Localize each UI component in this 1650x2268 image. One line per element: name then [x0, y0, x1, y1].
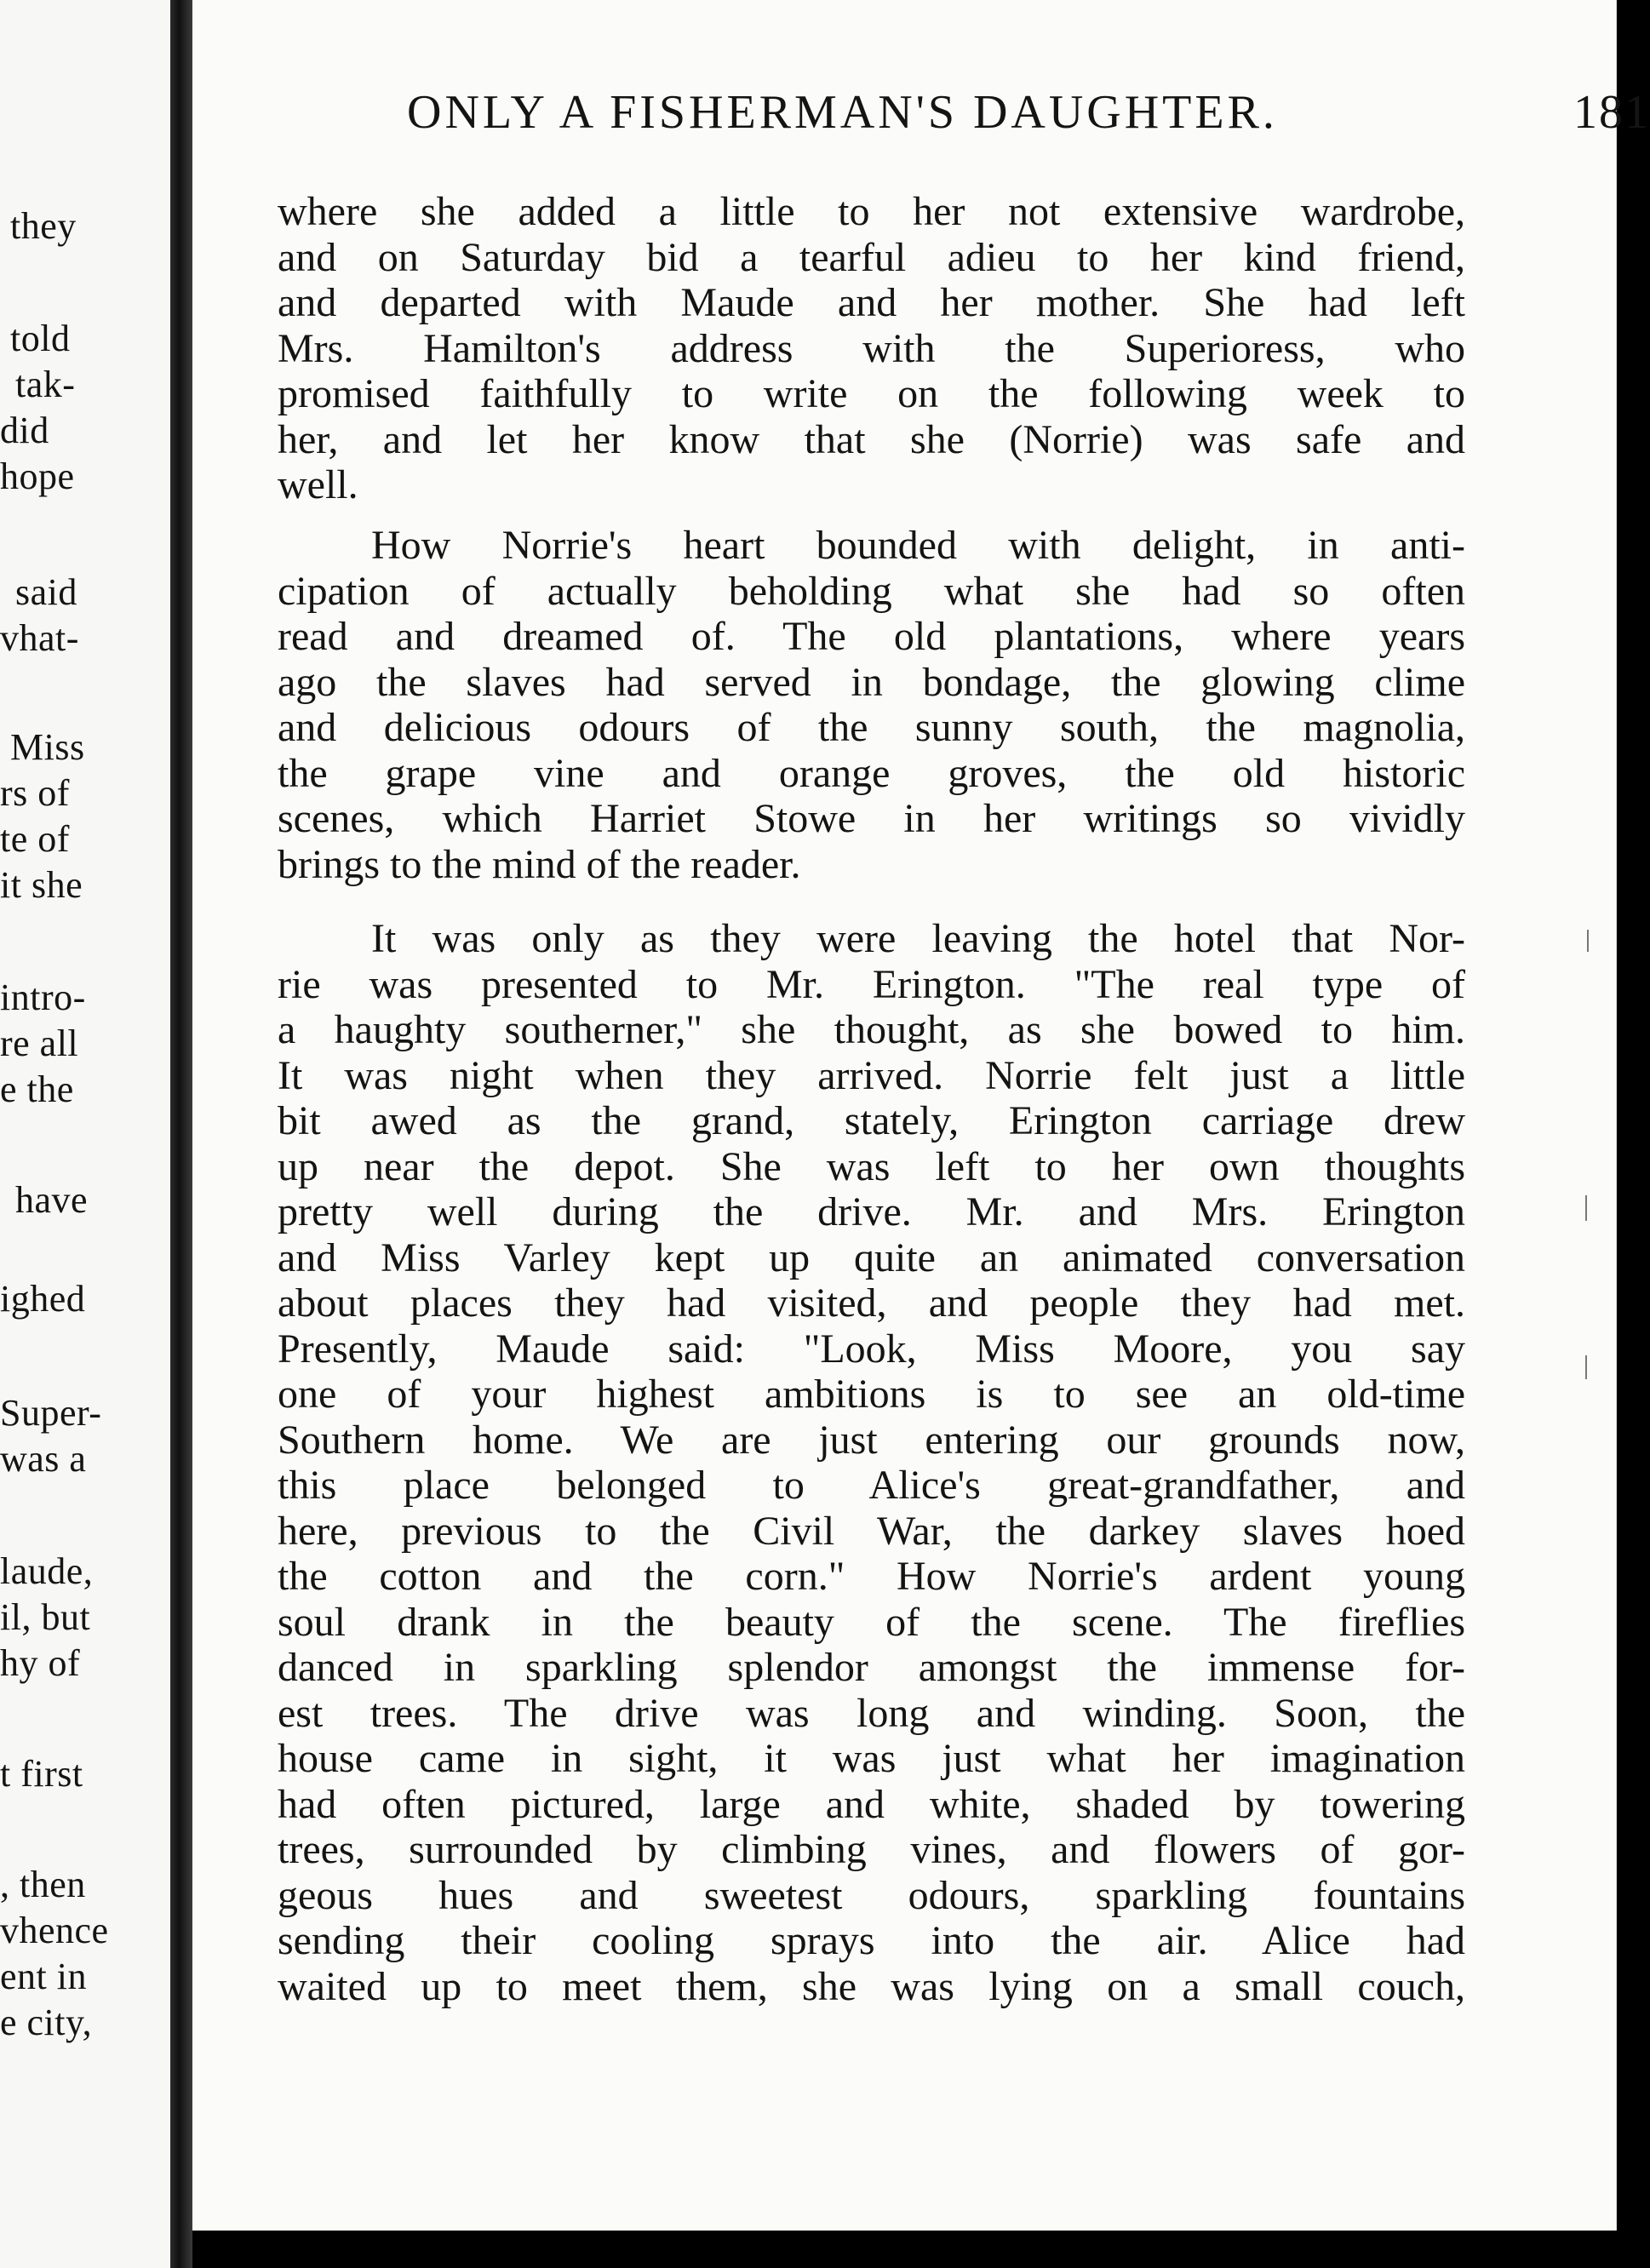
paragraph-1	[278, 189, 1465, 508]
facing-page-fragment: il, but	[0, 1596, 91, 1638]
page-number: 181	[1573, 86, 1650, 139]
text-line: It was night when they arrived. Norrie felt just a little	[278, 1052, 1465, 1098]
paragraph-2	[278, 523, 1465, 887]
text-line: had often pictured, large and white, shaded by towering	[278, 1781, 1465, 1827]
facing-page-fragment: , then	[0, 1864, 86, 1905]
text-line: up near the depot. She was left to her own thoughts	[278, 1143, 1465, 1189]
facing-page-fragment: laude,	[0, 1550, 94, 1592]
text-line: danced in sparkling splendor amongst the immense for-	[278, 1645, 1465, 1690]
text-line: bit awed as the grand, stately, Erington carriage drew	[278, 1098, 1465, 1143]
running-title: ONLY A FISHERMAN'S DAUGHTER.	[407, 86, 1278, 139]
scan-mark	[1585, 1195, 1587, 1221]
facing-page-fragment: rs of	[0, 772, 70, 814]
facing-page-fragment: told	[10, 318, 71, 359]
page-header	[407, 85, 1650, 153]
text-line: her, and let her know that she (Norrie) was safe and	[278, 416, 1465, 462]
facing-page-fragment: te of	[0, 818, 70, 860]
facing-page-fragment: e the	[0, 1068, 74, 1110]
text-line: here, previous to the Civil War, the darkey slaves hoed	[278, 1508, 1465, 1554]
scan-mark	[1585, 1355, 1587, 1379]
facing-page-fragment: ent in	[0, 1956, 87, 1997]
text-line: well.	[278, 462, 358, 507]
text-line: read and dreamed of. The old plantations, where years	[278, 614, 1465, 659]
text-line: where she added a little to her not extensive wardrobe,	[278, 189, 1465, 234]
facing-page-fragment: intro-	[0, 976, 86, 1018]
text-line: scenes, which Harriet Stowe in her writings so vividly	[278, 796, 1465, 841]
facing-page-fragment: was a	[0, 1438, 87, 1480]
text-line: and Miss Varley kept up quite an animated conversation	[278, 1234, 1465, 1280]
facing-page-fragment: re all	[0, 1022, 79, 1064]
text-line: and delicious odours of the sunny south, the magnolia,	[278, 705, 1465, 750]
facing-page-fragment: vhat-	[0, 617, 79, 659]
facing-page-fragment: hope	[0, 455, 75, 497]
facing-page-fragment: Miss	[10, 726, 85, 768]
text-line: Southern home. We are just entering our grounds now,	[278, 1417, 1465, 1463]
text-line: cipation of actually beholding what she had so often	[278, 568, 1465, 614]
text-line: Mrs. Hamilton's address with the Superioress, who	[278, 325, 1465, 371]
facing-page-fragment: it she	[0, 864, 83, 906]
text-line: brings to the mind of the reader.	[278, 841, 801, 887]
facing-page-fragment: did	[0, 410, 49, 451]
facing-page-fragment: ighed	[0, 1278, 86, 1320]
text-line: ago the slaves had served in bondage, the glowing clime	[278, 659, 1465, 705]
text-line: soul drank in the beauty of the scene. The fireflies	[278, 1599, 1465, 1645]
text-line: Presently, Maude said: "Look, Miss Moore, you say	[278, 1326, 1465, 1372]
text-line: How Norrie's heart bounded with delight, in anti-	[371, 523, 1465, 568]
facing-page-fragment: have	[15, 1179, 89, 1221]
text-line: trees, surrounded by climbing vines, and flowers of gor-	[278, 1827, 1465, 1872]
text-line: one of your highest ambitions is to see an old-time	[278, 1372, 1465, 1417]
text-line: house came in sight, it was just what her imagination	[278, 1736, 1465, 1781]
text-line: the cotton and the corn." How Norrie's ardent young	[278, 1554, 1465, 1599]
text-line: and on Saturday bid a tearful adieu to her kind friend,	[278, 234, 1465, 280]
facing-page-fragment: tak-	[15, 364, 76, 405]
facing-page-fragment: e city,	[0, 2002, 93, 2043]
text-line: rie was presented to Mr. Erington. "The real type of	[278, 961, 1465, 1007]
text-line: about places they had visited, and people they had met.	[278, 1280, 1465, 1326]
facing-page-edge	[0, 0, 170, 2268]
text-line: It was only as they were leaving the hotel that Nor-	[371, 916, 1465, 961]
text-line: this place belonged to Alice's great-grandfather, and	[278, 1463, 1465, 1508]
facing-page-fragment: Super-	[0, 1392, 102, 1434]
book-page	[192, 0, 1650, 2231]
text-line: a haughty southerner," she thought, as she bowed to him.	[278, 1007, 1465, 1052]
book-gutter	[170, 0, 192, 2268]
facing-page-fragment: hy of	[0, 1642, 81, 1684]
text-line: sending their cooling sprays into the air. Alice had	[278, 1918, 1465, 1963]
scan-mark	[1587, 930, 1589, 952]
paragraph-3	[278, 916, 1465, 2009]
facing-page-fragment: vhence	[0, 1910, 109, 1951]
text-line: waited up to meet them, she was lying on a small couch,	[278, 1963, 1465, 2009]
text-line: and departed with Maude and her mother. She had left	[278, 280, 1465, 325]
text-line: pretty well during the drive. Mr. and Mrs. Erington	[278, 1189, 1465, 1234]
text-line: the grape vine and orange groves, the old historic	[278, 750, 1465, 796]
facing-page-fragment: said	[15, 571, 77, 613]
text-line: promised faithfully to write on the following week to	[278, 371, 1465, 416]
text-line: est trees. The drive was long and winding. Soon, the	[278, 1690, 1465, 1736]
text-line: geous hues and sweetest odours, sparkling fountains	[278, 1872, 1465, 1918]
facing-page-fragment: they	[10, 205, 77, 247]
facing-page-fragment: t first	[0, 1753, 83, 1795]
